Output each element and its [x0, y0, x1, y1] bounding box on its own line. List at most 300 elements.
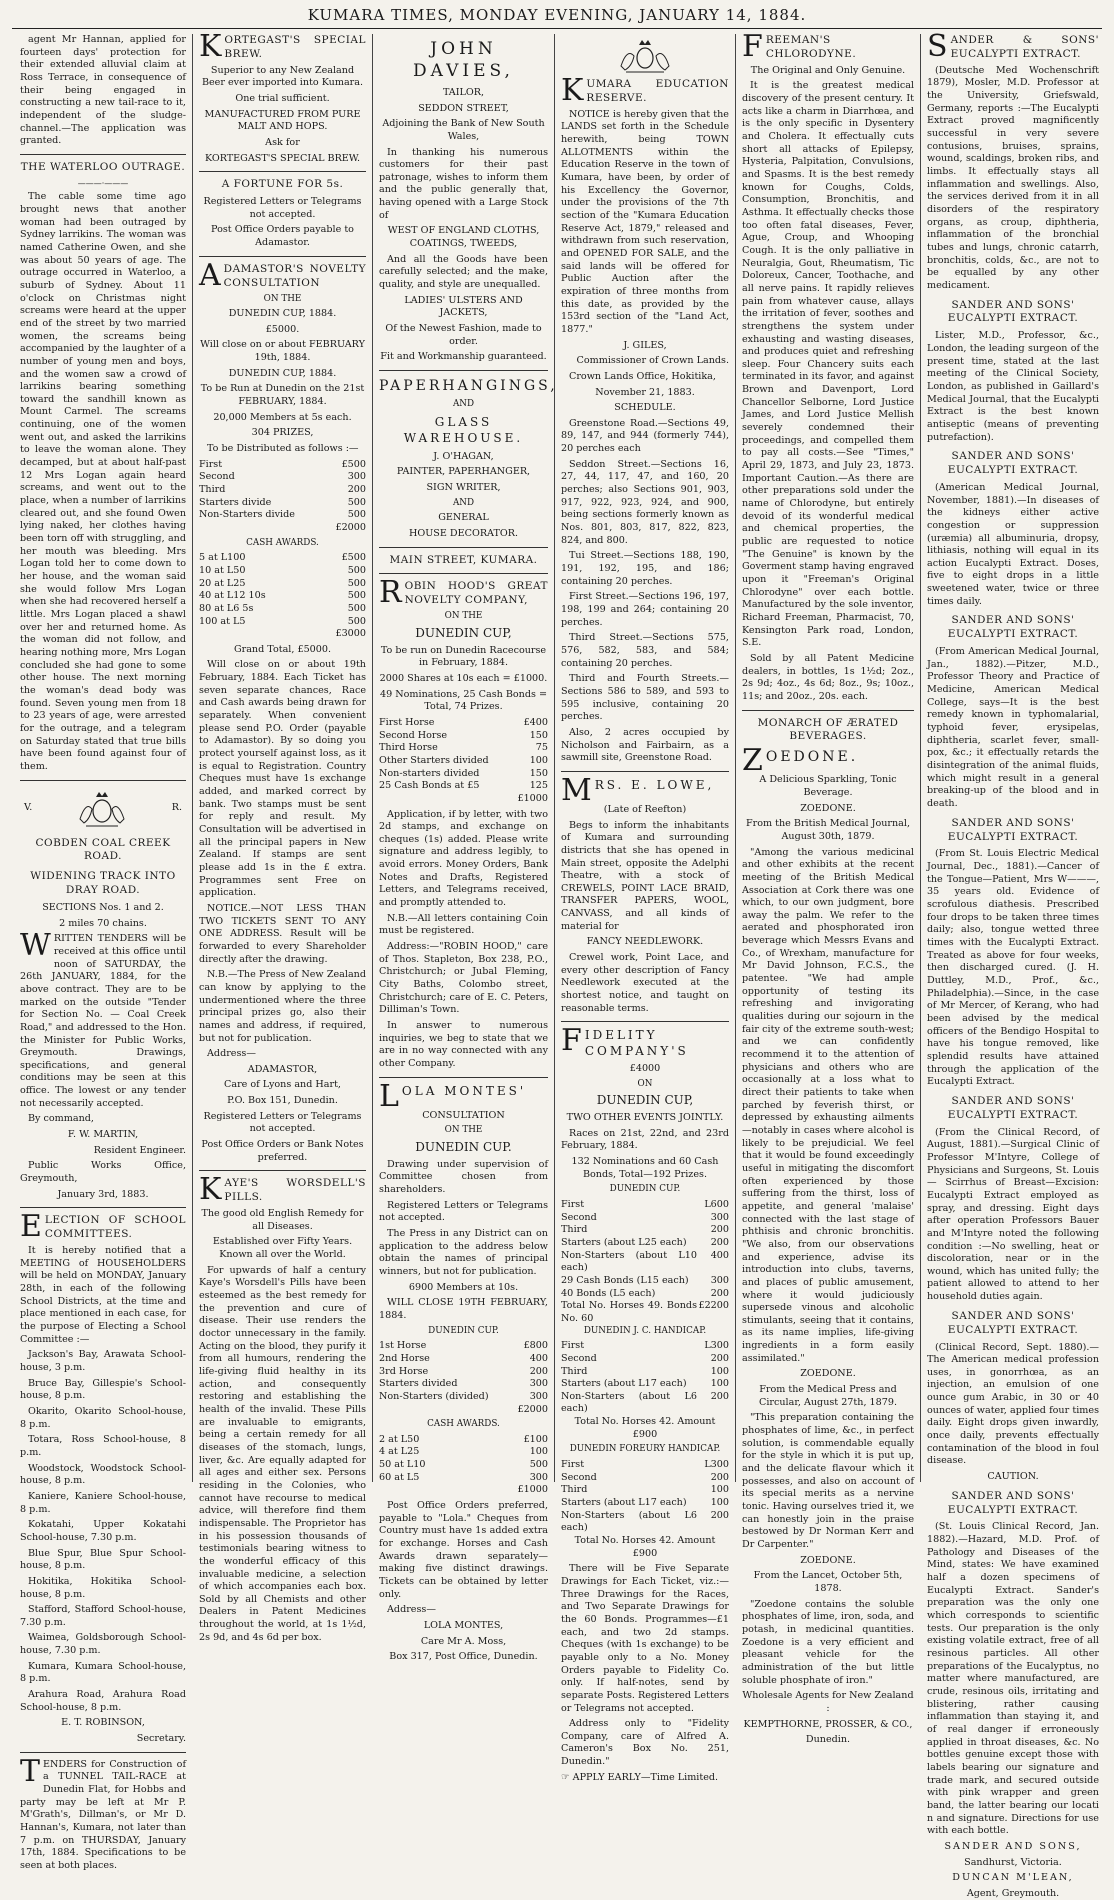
- ad-line: 6900 Members at 10s.: [408, 1281, 519, 1293]
- prize-total-label: Total No. Horses 49. Bonds No. 60: [561, 1300, 697, 1324]
- row-label: Second: [561, 1211, 597, 1223]
- table-row: [199, 459, 366, 472]
- ad-body: (St. Louis Clinical Record, Jan. 1882).—Hazard, M.D. Prof. of Pathology and Diseases of the Mind, states: We have examined half a dozen specimens of Eucalypti Extract. Sander's preparation was the only one which corresponds to scientific tests. Our preparation is the only existing volatile extract, free of all resinous particles. All other preparations of the Eucalyptus, no matter where manufactured, are crude, resinous oils, irritating and blistering, rather causing inflammation than staying it, and of real danger if erroneously applied in throat diseases, &c. No bottles genuine except those with labels bearing our signature and trade mark, and secured outside with pink wrapper and green band, the latter bearing our locati n and signature. Directions for use with each bottle.: [927, 1521, 1099, 1837]
- ad-line: ZOEDONE.: [800, 802, 856, 814]
- row-value: 75: [535, 742, 548, 754]
- drop-cap: R: [379, 575, 402, 611]
- ad-line: 20,000 Members at 5s each.: [213, 411, 352, 423]
- list-item: Third Street.—Sections 575, 576, 582, 583, and 584; containing 20 perches.: [561, 632, 729, 669]
- ad-line: ON THE: [444, 1125, 483, 1136]
- ad-body: "Zoedone contains the soluble phosphates of lime, iron, soda, and potash, in medicinal quantities. Zoedone is a very efficient and pleasant vehicle for the administration of the but little soluble phosphate of iron.": [742, 1598, 914, 1686]
- column-6: [927, 29, 1099, 1899]
- table-row: [199, 497, 366, 510]
- column-5: [742, 29, 914, 1746]
- divider: [379, 547, 548, 548]
- row-value: 100: [710, 1497, 729, 1509]
- table-row: [561, 1459, 729, 1472]
- table-row: [199, 616, 366, 629]
- row-label: First Horse: [379, 716, 435, 728]
- table-heading: CASH AWARDS.: [427, 1419, 500, 1430]
- list-item: Woodstock, Woodstock School-house, 8 p.m.: [20, 1462, 186, 1487]
- ad-body: In answer to numerous inquiries, we beg to state that we are in no way connected with any other Company.: [379, 1020, 548, 1069]
- table-row: [379, 1434, 548, 1447]
- table-row: [379, 755, 548, 768]
- table-row: [561, 1340, 729, 1353]
- ad-heading: SANDER AND SONS' EUCALYPTI EXTRACT.: [947, 614, 1079, 641]
- prize-table: [199, 459, 366, 522]
- ad-body: It is the greatest medical discovery of the present century. It acts like a charm in Diarrhœa, and is the only specific in Dysentery and Cholera. It effectually cuts short all attacks of Epilepsy, Hysteria, Palpitation, Convulsions, and Spasms. It is the best remedy known for Coughs, Colds, Consumption, Bronchitis, and Asthma. It effectually checks those too often fatal diseases, Fever, Ague, Croup, and Whooping Cough. It is the only palliative in Neuralgia, Gout, Rheumatism, Tic Doloreux, Cancer, Toothache, and all nerve pains. It rapidly relieves pain from whatever cause, allays the irritation of fever, soothes and strengthens the system under exhausting and wasting diseases, and produces quiet and refreshing sleep. Four Chancery suits each terminated in its favor, and against Brown and Davenport, Lord Chancellor Selborne, Lord Justice James, and Lord Justice Mellish severely condemned their proceedings, and compelled them to pay all costs.—See "Times," April 29, 1873, and July 23, 1873. Important Caution.—As there are other preparations sold under the name of Chlorodyne, but entirely devoid of its wonderful medical and chemical properties, the public are requested to notice "The Genuine" is known by the Goverment stamp having engraved upon it "Freeman's Original Chlorodyne" over each bottle. Manufactured by the sole inventor, Richard Freeman, Pharmacist, 70, Kensington Park road, London, S.E.: [742, 80, 914, 649]
- list-item: Tui Street.—Sections 188, 190, 191, 192, 195, and 186; containing 20 perches.: [561, 550, 729, 587]
- table-row: [199, 603, 366, 616]
- divider: [20, 1207, 186, 1208]
- ad-heading: MAIN STREET, KUMARA.: [389, 553, 538, 566]
- table-row: [379, 768, 548, 781]
- ad-heading: SANDER AND SONS' EUCALYPTI EXTRACT.: [947, 298, 1079, 325]
- row-label: Second Horse: [379, 729, 448, 741]
- table-heading: DUNEDIN J. C. HANDICAP.: [583, 1325, 707, 1336]
- table-row: [561, 1353, 729, 1366]
- divider: [199, 1170, 366, 1171]
- notice-line: SECTIONS Nos. 1 and 2.: [42, 901, 164, 913]
- ad-body: Post Office Orders preferred, payable to "Lola." Cheques from Country must have 1s added extra for exchange. Horses and Cash Awards drawn separately—making five distinct drawings. Tickets can be obtained by letter only.: [379, 1500, 548, 1600]
- divider: [379, 1077, 548, 1078]
- ad-line: Ask for: [265, 137, 300, 148]
- row-value: 300: [529, 1471, 548, 1483]
- row-value: 200: [710, 1287, 729, 1299]
- signature-name: SANDER AND SONS,: [944, 1840, 1082, 1852]
- list-item: Blue Spur, Blue Spur School-house, 8 p.m.: [20, 1547, 186, 1572]
- ad-line: SIGN WRITER,: [426, 482, 501, 494]
- row-value: 200: [710, 1390, 729, 1402]
- divider: [561, 771, 729, 772]
- agent-place: Agent, Greymouth.: [966, 1887, 1060, 1899]
- divider: [20, 780, 186, 781]
- table-heading: DUNEDIN CUP.: [428, 1325, 499, 1336]
- ad-line: PAINTER, PAPERHANGER,: [396, 466, 531, 478]
- row-label: Second: [561, 1471, 597, 1483]
- notice-line: Public Works Office, Greymouth,: [20, 1160, 186, 1185]
- ad-line: 304 PRIZES,: [251, 427, 314, 439]
- row-label: First: [561, 1459, 585, 1471]
- list-item: First Street.—Sections 196, 197, 198, 199 and 264; containing 20 perches.: [561, 591, 729, 628]
- ad-line: CONSULTATION: [422, 1109, 505, 1121]
- column-divider: [920, 34, 921, 1482]
- masthead: KUMARA TIMES, MONDAY EVENING, JANUARY 14, 1884.: [307, 6, 807, 24]
- row-value: L600: [704, 1199, 729, 1211]
- row-value: 300: [347, 471, 366, 483]
- row-label: Non-Starters divide: [199, 509, 295, 521]
- row-value: L300: [704, 1340, 729, 1352]
- drop-cap: T: [20, 1753, 41, 1789]
- ad-body: (Deutsche Med Wochenschrift 1879), Mosler, M.D. Professor at the University, Griefswald, Germany, reports :—The Eucalypti Extract proved magnificently successful in very severe contusions, bruises, sprains, wound, scaldings, broken ribs, and limbs. It effectually stays all inflammation and swellings. Also, the services derived from it in all disorders of the respiratory organs, as croup, diphtheria, inflammation of the bronchial tubes and lungs, chronic catarrh, bronchitis, colds, &c., are not to be equalled by any other medicament.: [927, 64, 1099, 291]
- column-divider: [554, 34, 555, 1482]
- list-item: Waimea, Goldsborough School-house, 7.30 p.m.: [20, 1632, 186, 1657]
- cash-total: £1000: [517, 1484, 548, 1496]
- table-row: [379, 1472, 548, 1485]
- ad-line: P.O. Box 151, Dunedin.: [227, 1095, 338, 1107]
- notice-heading: UMARA EDUCATION RESERVE.: [586, 78, 729, 104]
- notice-body: ENDERS for Construction of a TUNNEL TAIL-RACE at Dunedin Flat, for Hobbs and party may be left at Mr P. M'Grath's, Dillman's, or Mr D. Hannan's, Kumara, not later than 7 p.m. on THURSDAY, January 17th, 1884. Specifications to be seen at both places.: [20, 1758, 186, 1871]
- table-row: [561, 1250, 729, 1275]
- ad-line: J. O'HAGAN,: [433, 450, 494, 462]
- column-1: [20, 34, 186, 1871]
- pointing-hand-icon: ☞: [561, 1771, 573, 1783]
- ad-line: From the Medical Press and Circular, August 27th, 1879.: [758, 1384, 898, 1408]
- table-row: [561, 1366, 729, 1379]
- school-list: [20, 1349, 186, 1714]
- drop-cap: F: [561, 1023, 582, 1059]
- divider: [379, 370, 548, 371]
- ad-body: N.B.—All letters containing Coin must be registered.: [379, 912, 548, 937]
- table-row: [561, 1484, 729, 1497]
- ad-line: LADIES' ULSTERS AND JACKETS,: [404, 294, 523, 319]
- table-row: [379, 780, 548, 793]
- prize-total: Total No. Horses 42. Amount £900: [574, 1534, 716, 1559]
- column-3: [379, 34, 558, 1663]
- schedule-list: [561, 418, 729, 765]
- table-row: [379, 1340, 548, 1353]
- row-label: Non-Starters (about L6 each): [561, 1390, 697, 1415]
- ad-line: Address—: [207, 1048, 256, 1060]
- ad-line: GENERAL: [438, 512, 489, 524]
- list-item: Kokatahi, Upper Kokatahi School-house, 7.30 p.m.: [20, 1519, 186, 1543]
- row-value: 500: [347, 496, 366, 508]
- row-label: 60 at L5: [379, 1471, 420, 1483]
- column-divider: [372, 34, 373, 1482]
- drop-cap: M: [561, 772, 592, 808]
- table-row: [561, 1199, 729, 1212]
- ad-heading: ANDER & SONS' EUCALYPTI EXTRACT.: [950, 34, 1099, 60]
- row-value: £800: [523, 1340, 548, 1352]
- ad-heading: SANDER AND SONS' EUCALYPTI EXTRACT.: [947, 1489, 1079, 1516]
- column-divider: [735, 34, 736, 1482]
- list-item: Seddon Street.—Sections 16, 27, 44, 117, 47, and 160, 20 perches; also Sections 901, 903, 917, 922, 923, 924, and 900, being sections formerly known as Nos. 801, 803, 817, 822, 823, 824, and 800.: [561, 458, 729, 546]
- ad-heading: OEDONE.: [765, 749, 859, 766]
- table-row: [379, 742, 548, 755]
- table-row: [561, 1275, 729, 1288]
- ad-body: "Among the various medicinal and other exhibits at the recent meeting of the British Medical Association at Cork there was one which, to our own judgment, bore away the palm. We refer to the aerated and phosphorated iron beverage which Messrs Evans and Co., of Wrexham, manufacture for Mr David Johnson, F.C.S., the patentee. "We had ample opportunity of testing its refreshing and invigorating qualities during our sojourn in the fair city of the extreme south-west; and we can confidently recommend it to the attention of physicians and others who are occasionally at a loss what to direct their patients to take when parched by feverish thirst, or depressed by exhausting ailments—notably in cases where alcohol is likely to be prejudicial. We feel that it would be found exceedingly useful in mitigating the discomfort often experienced by those suffering from the thirst, loss of appetite, and general 'malaise' connected with the last stage of phthisis and chronic bronchitis. "We also, from our observations and experience, advise its introduction into clubs, taverns, and places of public amusement, where it would judiciously supersede vinous and alcoholic stimulants, seeing that it contains, as its name implies, life-giving ingredients in a form easily assimilated.": [742, 846, 914, 1364]
- ad-heading: SANDER AND SONS' EUCALYPTI EXTRACT.: [947, 1094, 1079, 1121]
- ad-line: FANCY NEEDLEWORK.: [586, 936, 704, 948]
- ad-line: Care of Lyons and Hart,: [224, 1079, 341, 1091]
- ad-line: 132 Nominations and 60 Cash Bonds, Total—192 Prizes.: [571, 1156, 719, 1180]
- ad-line: Address—: [387, 1604, 436, 1616]
- prize-table: [561, 1459, 729, 1535]
- ad-line: DUNEDIN CUP.: [415, 1139, 512, 1154]
- list-item: Also, 2 acres occupied by Nicholson and Fairbairn, as a sawmill site, Greenstone Road.: [561, 726, 729, 764]
- notice-heading: LECTION OF SCHOOL COMMITTEES.: [44, 1214, 186, 1241]
- list-item: Stafford, Stafford School-house, 7.30 p.m.: [20, 1604, 186, 1628]
- row-value: 300: [710, 1274, 729, 1286]
- ad-line: (Late of Reefton): [603, 803, 687, 815]
- ad-body: (From American Medical Journal, Jan., 1882).—Pitzer, M.D., Professor Theory and Practice of Medicine, American Medical College, says—It is the best remedy known in typhomalarial, typhoid fever, erysipelas, diphtheria, scarlet fever, small-pox, &c.; it effectually retards the disintegration of the animal fluids, which might result in a general breaking-up of the blood and in death.: [927, 646, 1099, 810]
- row-label: Second: [561, 1352, 597, 1364]
- row-label: 3rd Horse: [379, 1365, 429, 1377]
- drop-cap: K: [561, 73, 584, 108]
- row-value: 100: [710, 1378, 729, 1390]
- row-value: 100: [710, 1484, 729, 1496]
- table-row: [561, 1510, 729, 1535]
- prize-table: [561, 1199, 729, 1300]
- notice-line: Crown Lands Office, Hokitika,: [569, 370, 716, 382]
- divider: [20, 1752, 186, 1753]
- divider: [561, 1021, 729, 1022]
- row-label: 2 at L50: [379, 1433, 420, 1445]
- row-value: 100: [529, 1446, 548, 1458]
- row-value: 150: [529, 767, 548, 779]
- row-value: 300: [710, 1211, 729, 1223]
- signature-name: F. W. MARTIN,: [67, 1129, 139, 1141]
- ad-line: APPLY EARLY—Time Limited.: [572, 1771, 719, 1783]
- table-row: [379, 1353, 548, 1366]
- row-value: £500: [341, 552, 366, 564]
- row-value: £500: [341, 458, 366, 470]
- ad-heading: AYE'S WORSDELL'S PILLS.: [224, 1177, 366, 1204]
- ad-line: ADAMASTOR,: [247, 1063, 318, 1075]
- cash-table: [199, 552, 366, 628]
- ad-body: And all the Goods have been carefully selected; and the make, quality, and style are unequalled.: [379, 253, 548, 291]
- ad-line: Of the Newest Fashion, made to order.: [385, 323, 542, 347]
- prize-table: [561, 1340, 729, 1416]
- ad-body: The Press in any District can on application to the address below obtain the names of principal winners, but not for publication.: [379, 1228, 548, 1277]
- prize-total: Total No. Horses 42. Amount £900: [574, 1416, 716, 1440]
- row-label: 10 at L50: [199, 564, 246, 576]
- row-label: 25 Cash Bonds at £5: [379, 780, 480, 792]
- ad-body: Registered Letters or Telegrams not accepted.: [379, 1199, 548, 1224]
- row-value: 125: [529, 780, 548, 792]
- row-value: 500: [529, 1459, 548, 1471]
- drop-cap: S: [927, 29, 948, 64]
- row-label: Third: [561, 1224, 588, 1236]
- ad-body: (From St. Louis Electric Medical Journal, Dec., 1881).—Cancer of the Tongue—Patient, Mrs W———, 35 years old. Evidence of scrofulous diathesis. Prescribed four drops to be taken three times daily; also, tongue wetted three times with the Eucalypti Extract. Treated as above for four weeks, then discharged cured. (J. H. Duttley, M.D., Prof., &c., Philadelphia).—Since, in the case of Mr Mercer, of Kerang, who had been advised by the medical officers of the Bendigo Hospital to have his tongue removed, like splendid results have attained through the application of the Eucalypti Extract.: [927, 848, 1099, 1088]
- ad-line: Care Mr A. Moss,: [420, 1635, 507, 1647]
- prize-table: [379, 717, 548, 793]
- ad-line: Registered Letters or Telegrams not accepted.: [203, 196, 362, 220]
- ad-body: N.B.—The Press of New Zealand can know by applying to the undermentioned where the three principal prizes go, also their names and address, if required, but not for publication.: [199, 969, 366, 1044]
- notice-heading: COBDEN COAL CREEK ROAD.: [35, 836, 171, 863]
- ad-line: AND: [452, 399, 475, 410]
- signature-place: Sandhurst, Victoria.: [964, 1856, 1062, 1868]
- ad-body: In thanking his numerous customers for their past patronage, wishes to inform them and the public generally that, having opened with a Large Stock of: [379, 146, 548, 221]
- ad-line: To be Run at Dunedin on the 21st FEBRUARY, 1884.: [200, 383, 365, 408]
- list-item: Totara, Ross School-house, 8 p.m.: [20, 1434, 186, 1458]
- ad-body: Lister, M.D., Professor, &c., London, the leading surgeon of the present time, stated at the last meeting of the Clinical Society, London, as published in Gaillard's Medical Journal, that the Eucalypti Extract is the best known antiseptic (means of preventing putrefaction).: [927, 330, 1099, 443]
- ad-line: MANUFACTURED FROM PURE MALT AND HOPS.: [204, 108, 361, 133]
- ad-body: Application, if by letter, with two 2d stamps, and exchange on cheques (1s) added. Please write signature and address legibly, to avoid errors. Money Orders, Bank Notes and Drafts, Registered Letters, and Telegrams received, and promptly attended to.: [379, 808, 548, 909]
- royal-crest-icon: [76, 789, 128, 829]
- ad-line: HOUSE DECORATOR.: [408, 527, 518, 539]
- ad-line: From the British Medical Journal, August 30th, 1879.: [745, 818, 911, 842]
- ad-line: WILL CLOSE 19TH FEBRUARY, 1884.: [379, 1297, 548, 1321]
- row-value: 200: [347, 484, 366, 495]
- row-label: First: [199, 458, 223, 470]
- prize-table: [379, 1340, 548, 1403]
- row-label: 80 at L6 5s: [199, 602, 254, 614]
- ad-line: 49 Nominations, 25 Cash Bonds = Total, 74 Prizes.: [379, 688, 548, 713]
- table-row: [379, 717, 548, 730]
- table-row: [199, 578, 366, 591]
- row-value: 200: [710, 1236, 729, 1248]
- ad-heading: ORTEGAST'S SPECIAL BREW.: [224, 34, 366, 60]
- notice-body: It is hereby notified that a MEETING of HOUSEHOLDERS will be held on MONDAY, January 28th, in each of the following School Districts, at the time and place mentioned in each case, for the purpose of Electing a School Committee :—: [20, 1245, 186, 1345]
- row-label: Starters divide: [199, 496, 272, 508]
- list-item: Kumara, Kumara School-house, 8 p.m.: [20, 1660, 186, 1685]
- row-label: Non-Starters (about L6 each): [561, 1509, 697, 1534]
- row-value: 200: [710, 1352, 729, 1364]
- ad-line: Established over Fifty Years. Known all over the World.: [212, 1236, 353, 1261]
- row-value: £400: [523, 716, 548, 728]
- ad-line: To be Distributed as follows :—: [207, 443, 359, 455]
- ad-heading: SANDER AND SONS' EUCALYPTI EXTRACT.: [947, 450, 1079, 477]
- ad-heading: A FORTUNE FOR 5s.: [221, 178, 344, 191]
- row-label: Non-starters divided: [379, 767, 480, 779]
- row-value: 100: [710, 1365, 729, 1377]
- list-item: Kaniere, Kaniere School-house, 8 p.m.: [20, 1490, 186, 1515]
- row-value: 500: [347, 602, 366, 614]
- prize-total: £2000: [335, 521, 366, 533]
- drop-cap: K: [199, 29, 222, 64]
- crest-letter: V.: [24, 802, 33, 814]
- notice-body: RITTEN TENDERS will be received at this office until noon of SATURDAY, the 26th JANUARY, 1884, for the above contract. They are to be marked on the outside "Tender for Section No. — Coal Creek Road," and addressed to the Hon. the Minister for Public Works, Greymouth. Drawings, specifications, and general conditions may be seen at this office. The lowest or any tender not necessarily accepted.: [20, 933, 186, 1109]
- notice-date: January 3rd, 1883.: [57, 1188, 149, 1200]
- table-row: [199, 471, 366, 484]
- table-heading: SCHEDULE.: [614, 402, 676, 414]
- table-row: [379, 1459, 548, 1472]
- ad-line: DUNEDIN CUP,: [415, 625, 512, 640]
- ad-heading: OBIN HOOD'S GREAT NOVELTY COMPANY,: [404, 580, 548, 607]
- column-4: [561, 34, 729, 1783]
- row-value: 500: [347, 509, 366, 521]
- ad-line: ON THE: [263, 293, 302, 304]
- ad-body: Drawing under supervision of Committee chosen from shareholders.: [379, 1158, 548, 1196]
- ad-heading: MONARCH OF ÆRATED BEVERAGES.: [757, 716, 899, 743]
- grand-total: Grand Total, £5000.: [233, 643, 332, 655]
- row-label: 29 Cash Bonds (L15 each): [561, 1274, 689, 1286]
- divider: [199, 256, 366, 257]
- ad-body: Address:—"ROBIN HOOD," care of Thos. Stapleton, Box 238, P.O., Christchurch; or Jubal Fleming, City Baths, Colombo street, Christchurch; care of E. C. Peters, Dilliman's Town.: [379, 941, 548, 1016]
- ad-line: Registered Letters or Telegrams not accepted.: [203, 1110, 362, 1135]
- table-heading: CASH AWARDS.: [246, 537, 319, 548]
- column-divider: [192, 34, 193, 1482]
- table-heading: DUNEDIN CUP.: [609, 1184, 681, 1195]
- row-label: Non-Starters (about L10 each): [561, 1249, 697, 1274]
- row-value: 500: [347, 615, 366, 627]
- ad-body: Begs to inform the inhabitants of Kumara and surrounding districts that she has opened in Main street, opposite the Adelphi Theatre, with a stock of CREWELS, POINT LACE BRAID, TRANSFER PAPERS, WOOL, CANVASS, and all kinds of material for: [561, 819, 729, 932]
- signature-name: E. T. ROBINSON,: [61, 1717, 145, 1729]
- row-label: Other Starters divided: [379, 754, 489, 766]
- table-row: [199, 509, 366, 522]
- ad-body: For upwards of half a century Kaye's Worsdell's Pills have been esteemed as the best remedy for the prevention and cure of disease. Their use renders the doctor unnecessary in the family. Acting on the blood, they purify it from all humours, rendering the life-giving fluid healthy in its action, and consequently restoring and establishing the health of the invalid. These Pills are invaluable to emigrants, being a certain remedy for all diseases of the stomach, lungs, liver, &c. Are equally adapted for all ages and either sex. Persons residing in the Colonies, who cannot have recourse to medical advice, will therefore find them indispensable. The Proprietor has in his possession thousands of testimonials bearing witness to the wonderful efficacy of this invaluable medicine, a selection of which accompanies each box. Sold by all Chemists and other Dealers in Patent Medicines throughout the world, at 1s 1½d, 2s 9d, and 4s 6d per box.: [199, 1264, 366, 1643]
- row-value: 500: [347, 590, 366, 602]
- ad-line: Post Office Orders or Bank Notes preferred.: [201, 1139, 364, 1163]
- row-label: 50 at L10: [379, 1459, 426, 1471]
- ad-line: AND: [452, 497, 475, 508]
- ad-line: The good old English Remedy for all Diseases.: [201, 1208, 364, 1232]
- ad-line: Will close on or about FEBRUARY 19th, 1884.: [200, 339, 365, 364]
- table-row: [561, 1237, 729, 1250]
- ad-body: Address only to "Fidelity Company, care of Alfred A. Cameron's Box No. 251, Dunedin.": [561, 1718, 729, 1768]
- drop-cap: Z: [742, 743, 763, 779]
- ad-line: ON THE: [444, 611, 483, 622]
- row-value: 200: [710, 1509, 729, 1521]
- ad-line: LOLA MONTES,: [423, 1619, 504, 1631]
- ad-line: ZOEDONE.: [800, 1554, 856, 1566]
- ad-heading: OLA MONTES': [401, 1083, 527, 1098]
- row-label: Non-Starters (divided): [379, 1390, 489, 1402]
- ad-line: To be run on Dunedin Racecourse in February, 1884.: [380, 644, 547, 669]
- ad-body: (Clinical Record, Sept. 1880).—The American medical profession uses, in gonorrhœa, as an injection, an emulsion of one ounce gum Arabic, in 30 or 40 ounces of water, applied four times daily. Eight drops given inwardly, once daily, prevents effectually contamination of the blood in foul disease.: [927, 1341, 1099, 1467]
- table-row: [199, 552, 366, 565]
- ad-line: Box 317, Post Office, Dunedin.: [389, 1651, 538, 1663]
- ad-line: A Delicious Sparkling, Tonic Beverage.: [759, 774, 897, 798]
- divider: [20, 154, 186, 155]
- ad-line: TWO OTHER EVENTS JOINTLY.: [566, 1112, 724, 1124]
- row-value: 400: [710, 1249, 729, 1261]
- ad-line: Wholesale Agents for New Zealand :: [742, 1690, 914, 1714]
- list-item: Hokitika, Hokitika School-house, 8 p.m.: [20, 1575, 186, 1600]
- list-item: Greenstone Road.—Sections 49, 89, 147, and 944 (formerly 744), 20 perches each: [561, 417, 729, 455]
- signature-title: Resident Engineer.: [93, 1144, 186, 1156]
- notice-line: 2 miles 70 chains.: [59, 917, 147, 929]
- table-row: [379, 1366, 548, 1379]
- ad-body: (From the Clinical Record, of August, 1881).—Surgical Clinic of Professor M'Intyre, College of Physicians and Surgeons, St. Louis — Scirrhus of Breast—Excision: Eucalypti Extract employed as spray, and dressing. Eight days after operation Professors Bauer and M'Intyre noted the following condition :—No swelling, heat or discoloration, near or in the wound, which has united fully; the patient allowed to attend to her household duties again.: [927, 1126, 1099, 1303]
- drop-cap: L: [379, 1078, 399, 1114]
- table-row: [561, 1224, 729, 1237]
- row-value: 150: [529, 729, 548, 741]
- cash-total: £3000: [335, 628, 366, 640]
- row-label: 40 Bonds (L5 each): [561, 1287, 656, 1299]
- ad-line: Races on 21st, 22nd, and 23rd February, 1884.: [561, 1127, 729, 1152]
- row-label: Starters divided: [379, 1378, 458, 1390]
- prize-total: £1000: [517, 792, 548, 804]
- divider: [379, 573, 548, 574]
- ad-line: Superior to any New Zealand Beer ever imported into Kumara.: [201, 64, 364, 89]
- ad-line: WEST OF ENGLAND CLOTHS, COATINGS, TWEEDS,: [387, 225, 540, 250]
- prize-total: £2200: [698, 1300, 729, 1312]
- ad-line: DUNEDIN CUP, 1884.: [228, 308, 337, 320]
- ad-line: £4000: [629, 1063, 661, 1075]
- column-2: [199, 29, 366, 1643]
- ad-heading: PAPERHANGINGS,: [379, 378, 558, 394]
- ad-line: The Original and Only Genuine.: [750, 64, 906, 76]
- notice-date: November 21, 1883.: [595, 386, 695, 398]
- ad-line: DUNEDIN CUP,: [596, 1093, 694, 1108]
- ad-line: Dunedin.: [805, 1734, 851, 1746]
- row-label: Third: [561, 1365, 588, 1377]
- table-row: [561, 1391, 729, 1416]
- ad-line: Adjoining the Bank of New South Wales,: [382, 118, 545, 142]
- ad-heading: SANDER AND SONS' EUCALYPTI EXTRACT.: [947, 816, 1079, 843]
- row-value: £100: [523, 1433, 548, 1445]
- row-label: 20 at L25: [199, 577, 246, 589]
- signature-title: Commissioner of Crown Lands.: [576, 355, 729, 367]
- row-label: Third: [561, 1484, 588, 1496]
- royal-arms: [24, 789, 182, 829]
- drop-cap: F: [742, 29, 763, 64]
- ad-heading: REEMAN'S CHLORODYNE.: [765, 34, 857, 60]
- ad-heading: IDELITY COMPANY'S: [584, 1028, 689, 1059]
- ad-line: KEMPTHORNE, PROSSER, & CO.,: [743, 1718, 913, 1730]
- drop-cap: K: [199, 1172, 222, 1208]
- list-item: Arahura Road, Arahura Road School-house, 8 p.m.: [20, 1689, 186, 1713]
- ad-body: "This preparation containing the phosphates of lime, &c., in perfect solution, is commendable equally for the style in which it is put up, and the delicate flavour which it possesses, and also on account of its special merits as a nervine tonic. Having ourselves tried it, we can honestly join in the praise bestowed by Dr Norman Kerr and Dr Carpenter.": [742, 1412, 914, 1550]
- ad-line: Fit and Workmanship guaranteed.: [380, 351, 547, 363]
- ad-body: Sold by all Patent Medicine dealers, in bottles, 1s 1½d; 2oz., 2s 9d; 4oz., 4s 6d; 8oz., 9s; 10oz., 11s; and 20oz., 20s. each.: [742, 652, 914, 702]
- row-value: 200: [529, 1365, 548, 1377]
- table-row: [561, 1378, 729, 1391]
- table-row: [561, 1472, 729, 1485]
- table-row: [199, 484, 366, 497]
